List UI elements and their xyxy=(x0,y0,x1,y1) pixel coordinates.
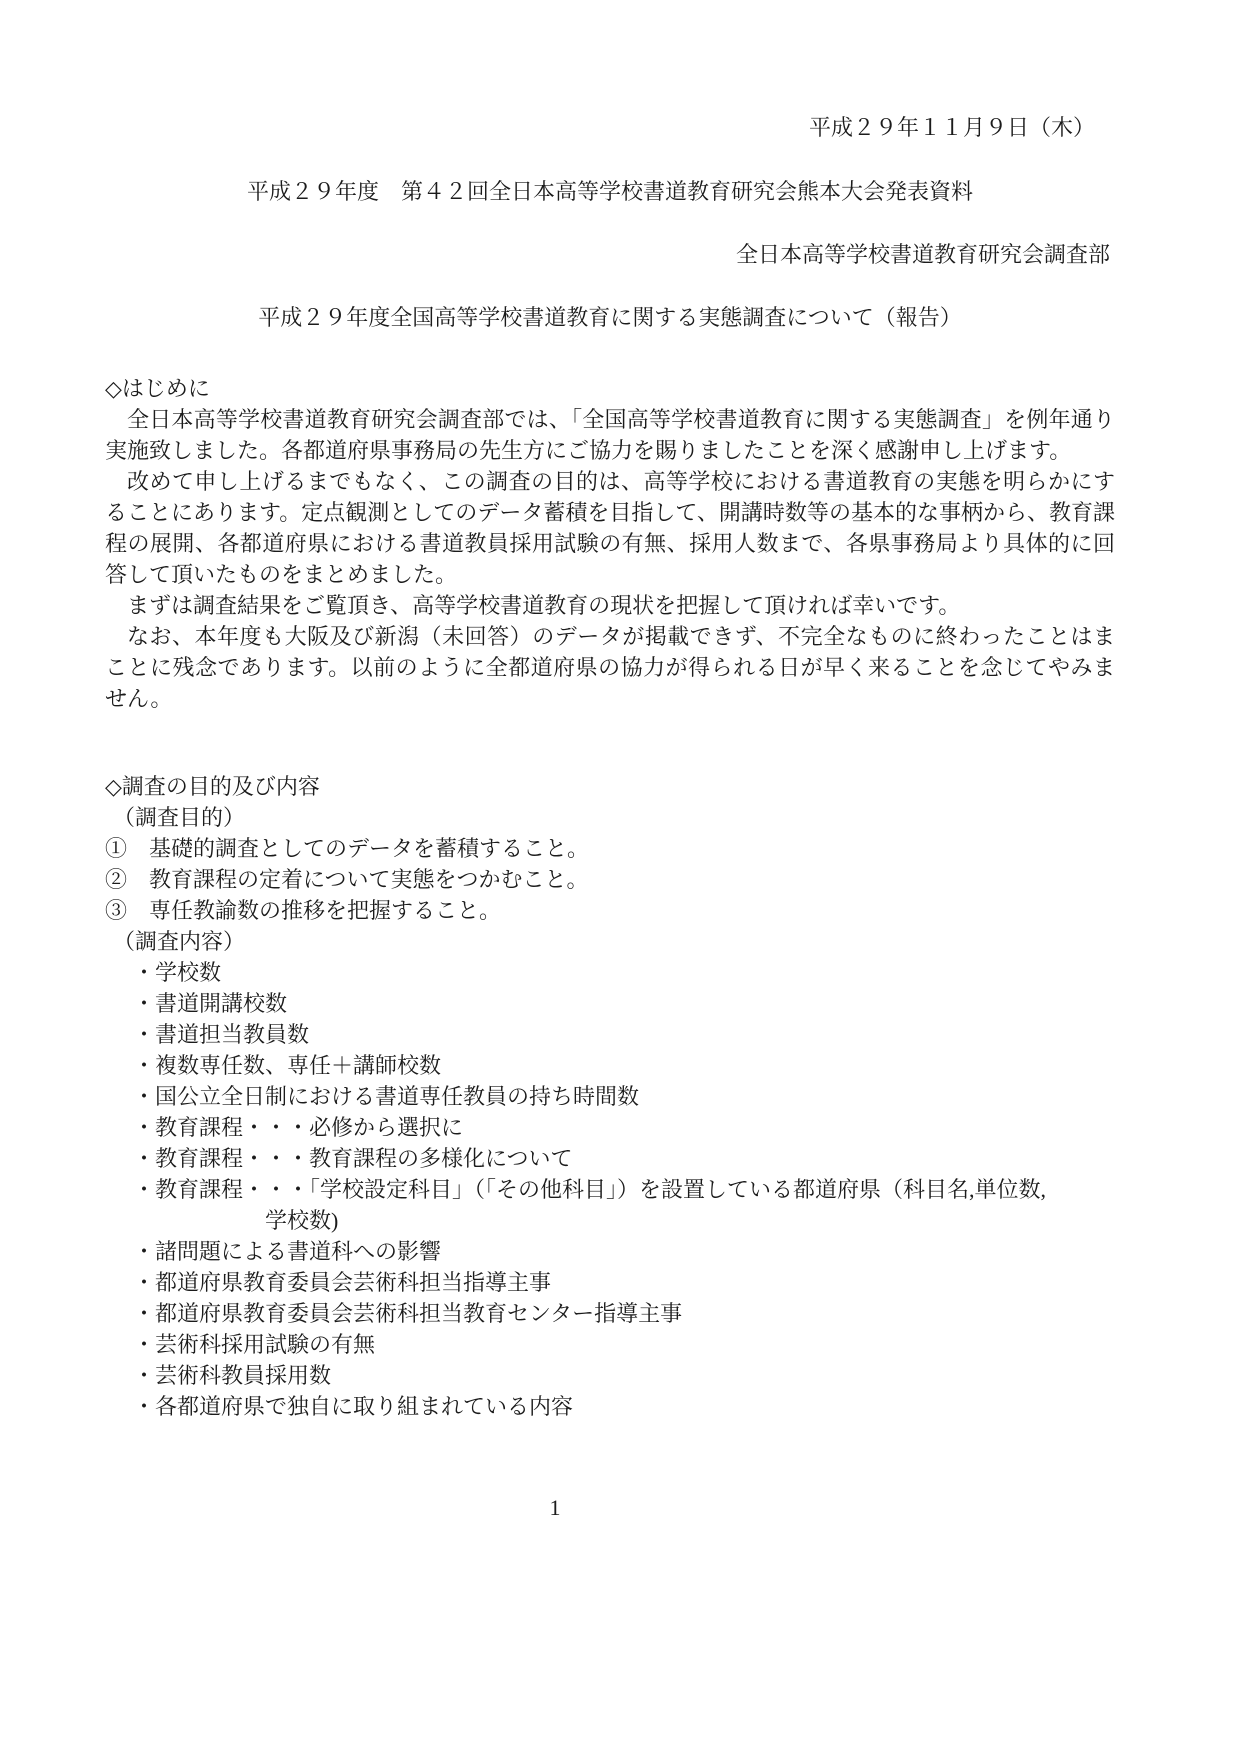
survey-section xyxy=(105,771,1115,1422)
content-item: ・各都道府県で独自に取り組まれている内容 xyxy=(133,1394,574,1419)
purpose-item: ① 基礎的調査としてのデータを蓄積すること。 xyxy=(105,836,590,861)
date-line: 平成２９年１１月９日（木） xyxy=(808,115,1095,140)
content-item: ・書道開講校数 xyxy=(133,991,288,1016)
content-item: ・芸術科教員採用数 xyxy=(133,1363,332,1388)
content-item: ・芸術科採用試験の有無 xyxy=(133,1332,376,1357)
survey-section-heading: ◇調査の目的及び内容 xyxy=(105,774,320,799)
content-item: ・学校数 xyxy=(133,960,222,985)
intro-section-heading: ◇はじめに xyxy=(105,376,210,401)
conference-title: 平成２９年度 第４２回全日本高等学校書道教育研究会熊本大会発表資料 xyxy=(246,179,973,204)
survey-purpose-label: （調査目的） xyxy=(113,805,246,830)
document-title: 平成２９年度全国高等学校書道教育に関する実態調査について（報告） xyxy=(258,305,962,330)
purpose-item: ② 教育課程の定着について実態をつかむこと。 xyxy=(105,867,589,892)
intro-paragraph: なお、本年度も大阪及び新潟（未回答）のデータが掲載できず、不完全なものに終わったことはまことに残念であります。以前のように全都道府県の協力が得られる日が早く来ることを念じてやみません。 xyxy=(105,624,1115,711)
content-item: ・複数専任数、専任＋講師校数 xyxy=(133,1053,442,1078)
content-item: ・書道担当教員数 xyxy=(133,1022,310,1047)
intro-paragraph: 全日本高等学校書道教育研究会調査部では、「全国高等学校書道教育に関する実態調査」を例年通り実施致しました。各都道府県事務局の先生方にご協力を賜りましたことを深く感謝申し上げます。 xyxy=(105,407,1115,463)
content-item: ・諸問題による書道科への影響 xyxy=(133,1239,442,1264)
content-item: ・教育課程・・・教育課程の多様化について xyxy=(133,1146,573,1171)
content-item: ・教育課程・・・「学校設定科目」（「その他科目」）を設置している都道府県（科目名,単位数, xyxy=(133,1177,1047,1202)
page-number: 1 xyxy=(549,1495,561,1520)
intro-paragraph: 改めて申し上げるまでもなく、この調査の目的は、高等学校における書道教育の実態を明らかにすることにあります。定点観測としてのデータ蓄積を目指して、開講時数等の基本的な事柄から、教育課程の展開、各都道府県における書道教員採用試験の有無、採用人数まで、各県事務局より具体的に回答して頂いたものをまとめました。 xyxy=(105,469,1115,587)
survey-content-label: （調査内容） xyxy=(113,929,246,954)
intro-paragraph: まずは調査結果をご覧頂き、高等学校書道教育の現状を把握して頂ければ幸いです。 xyxy=(127,593,961,618)
content-item-continuation: 学校数) xyxy=(265,1208,339,1233)
content-item: ・教育課程・・・必修から選択に xyxy=(133,1115,464,1140)
content-item: ・都道府県教育委員会芸術科担当指導主事 xyxy=(133,1270,552,1295)
purpose-item: ③ 専任教諭数の推移を把握すること。 xyxy=(105,898,502,923)
content-item: ・国公立全日制における書道専任教員の持ち時間数 xyxy=(133,1084,640,1109)
document-content xyxy=(105,112,1115,1422)
content-item: ・都道府県教育委員会芸術科担当教育センター指導主事 xyxy=(133,1301,683,1326)
intro-section xyxy=(105,373,1115,714)
organization-name: 全日本高等学校書道教育研究会調査部 xyxy=(735,242,1110,267)
